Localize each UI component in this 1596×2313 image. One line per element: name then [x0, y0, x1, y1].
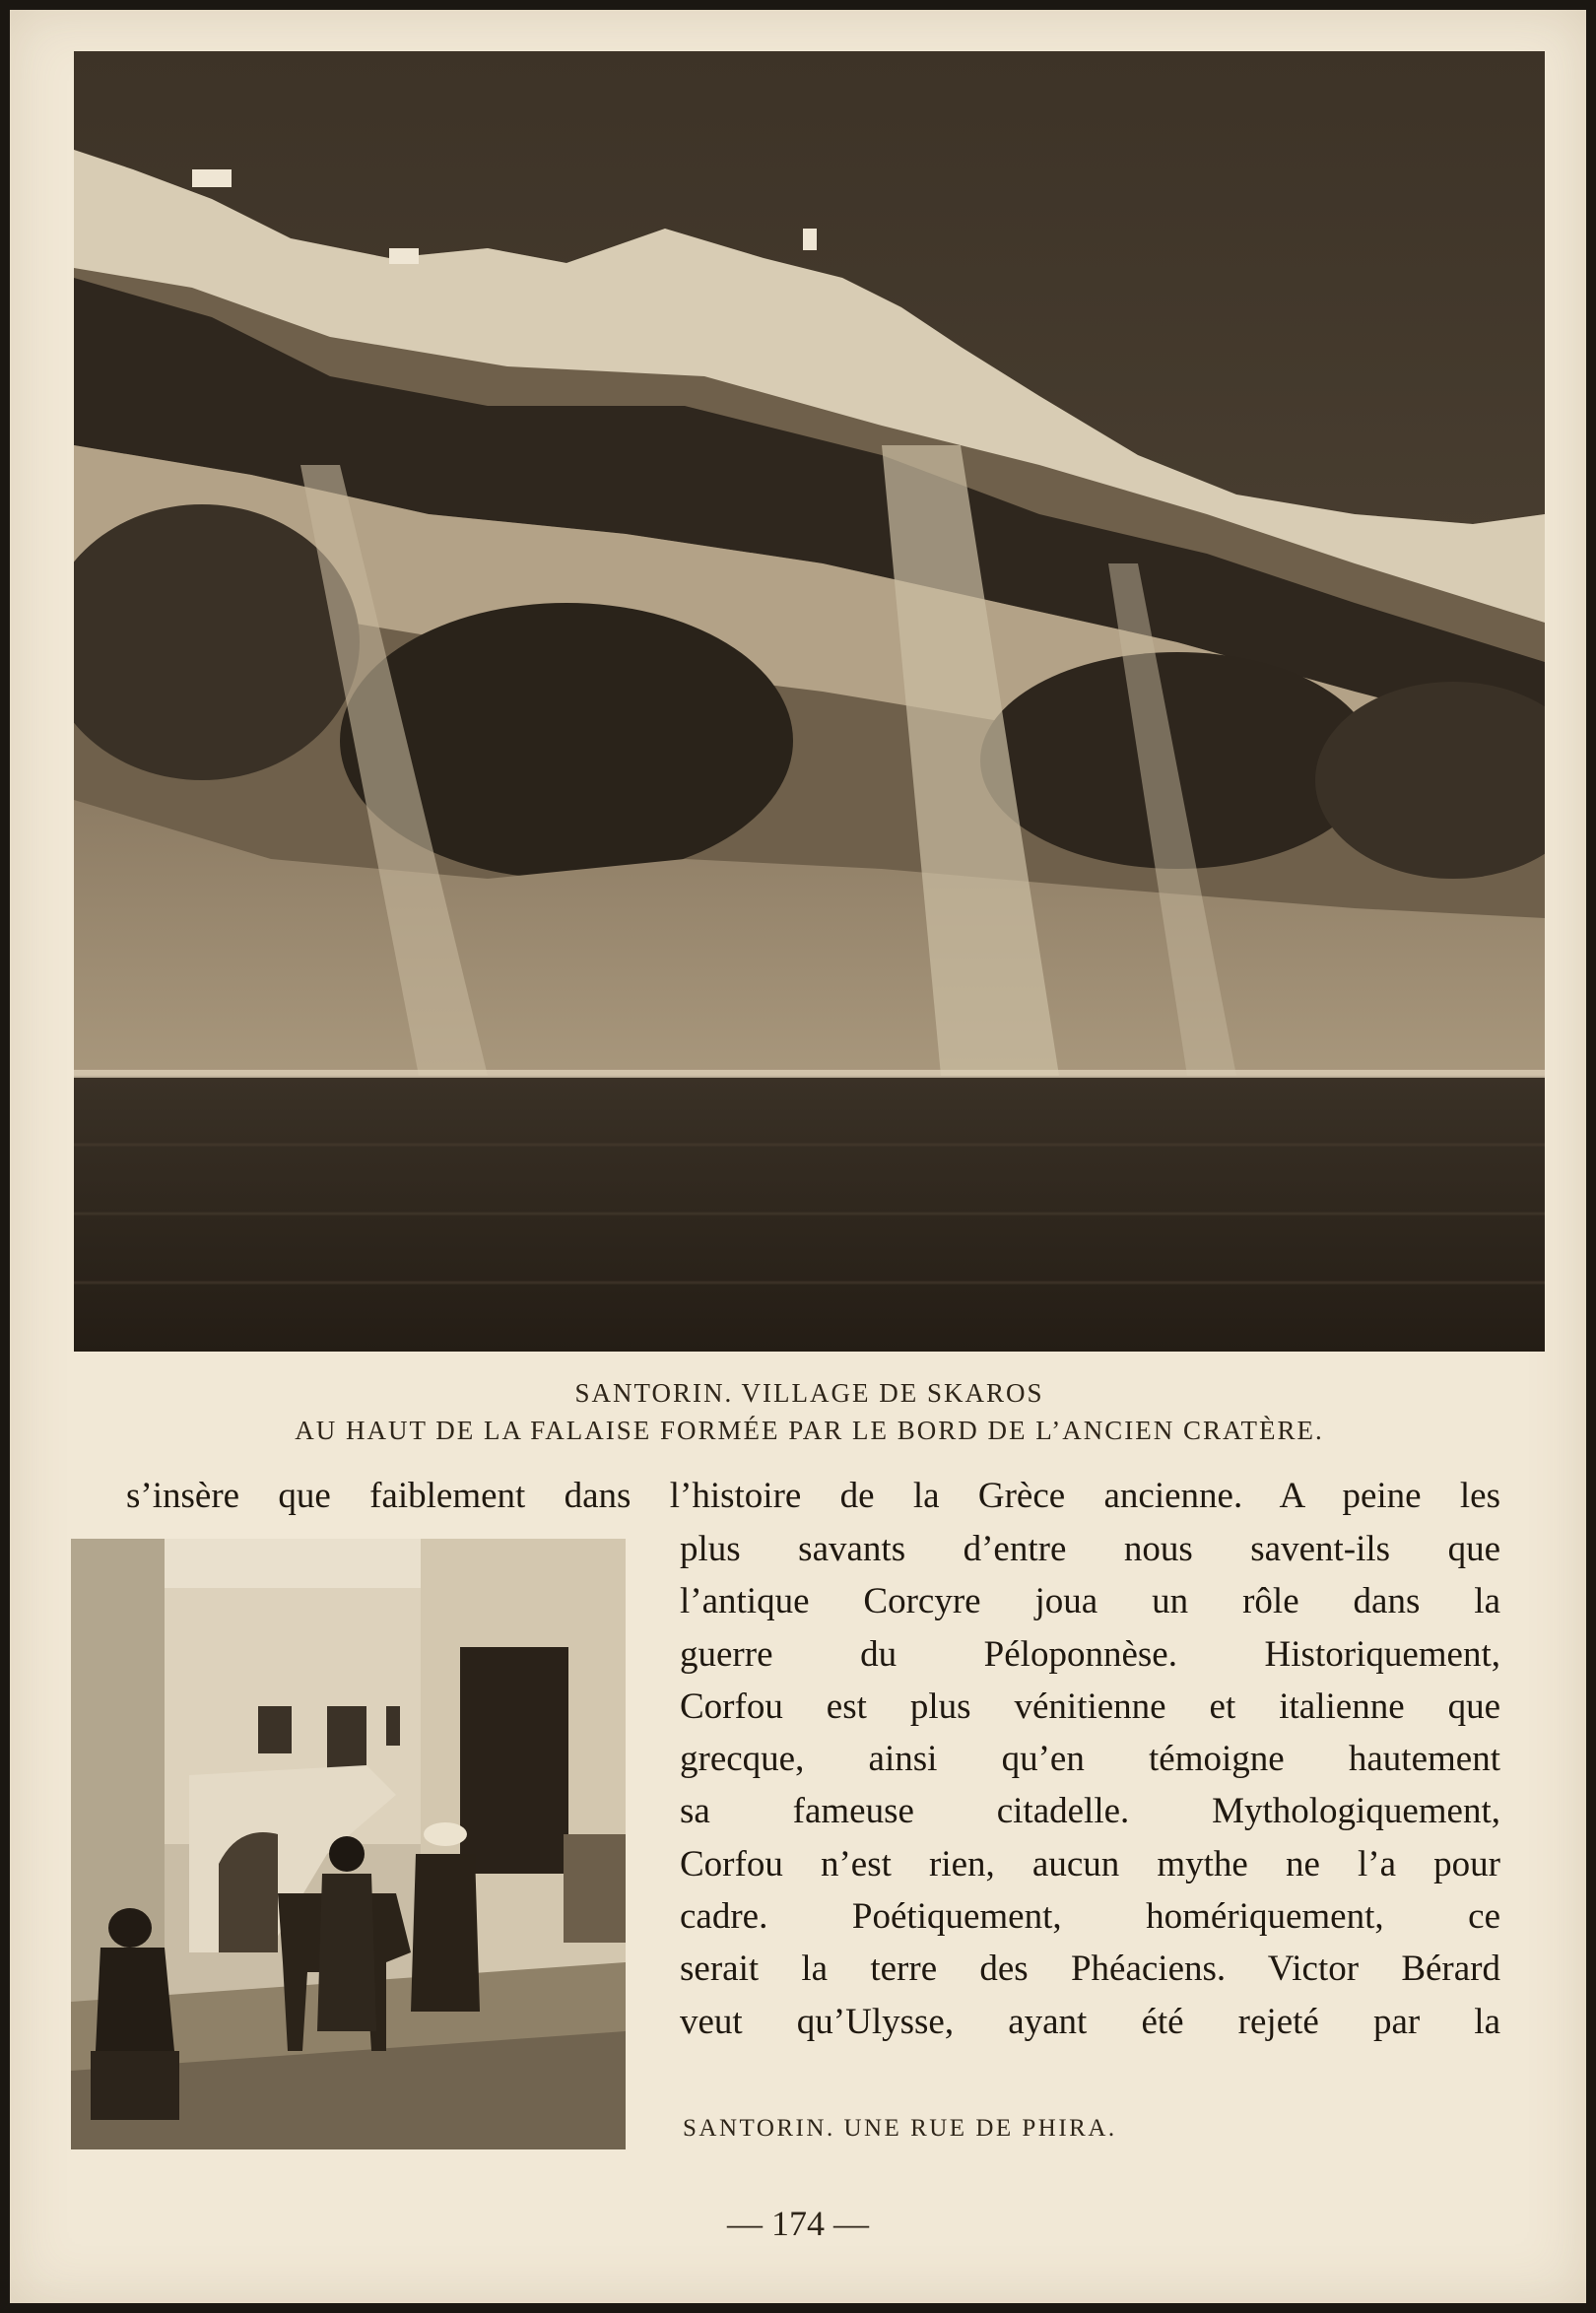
body-line-8: cadre. Poétiquement, homériquement, ce — [680, 1896, 1500, 1938]
body-line-2: l’antique Corcyre joua un rôle dans la — [680, 1581, 1500, 1622]
cliff-photo-illustration — [74, 51, 1545, 1352]
body-line-7: Corfou n’est rien, aucun mythe ne l’a pour — [680, 1843, 1500, 1884]
body-line-4: Corfou est plus vénitienne et italienne que — [680, 1685, 1500, 1727]
top-photo-caption — [74, 1374, 1545, 1449]
body-line-10: veut qu’Ulysse, ayant été rejeté par la — [680, 2001, 1500, 2042]
body-line-5: grecque, ainsi qu’en témoigne hautement — [680, 1739, 1500, 1780]
cliff-photo — [74, 51, 1545, 1352]
top-caption-line-1: SANTORIN. VILLAGE DE SKAROS — [574, 1378, 1044, 1408]
body-line-9: serait la terre des Phéaciens. Victor Bérard — [680, 1949, 1500, 1990]
body-line-3: guerre du Péloponnèse. Historiquement, — [680, 1633, 1500, 1675]
body-line-6: sa fameuse citadelle. Mythologiquement, — [680, 1791, 1500, 1832]
body-text-first-line: s’insère que faiblement dans l’histoire de la Grèce ancienne. A peine les — [126, 1476, 1500, 1516]
body-line-1: plus savants d’entre nous savent-ils que — [680, 1529, 1500, 1569]
bottom-photo-caption: SANTORIN. UNE RUE DE PHIRA. — [683, 2115, 1117, 2142]
street-photo-illustration — [71, 1539, 626, 2149]
street-photo — [71, 1539, 626, 2149]
book-page — [10, 10, 1586, 2303]
page-number: — 174 — — [727, 2204, 869, 2243]
body-text-column — [680, 1523, 1500, 2048]
top-caption-line-2: AU HAUT DE LA FALAISE FORMÉE PAR LE BORD DE L’ANCIEN CRATÈRE. — [295, 1416, 1324, 1445]
